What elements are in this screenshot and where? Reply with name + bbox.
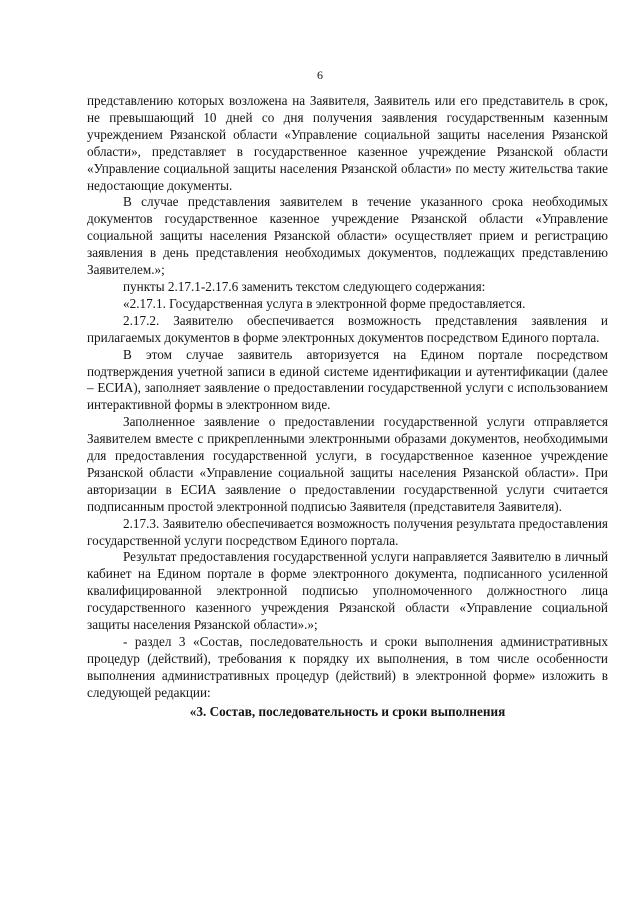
paragraph-missing-documents: представлению которых возложена на Заявителя, Заявитель или его представитель в срок, не превышающий 10 дней со дня получения заявления государственным казенным учреждением Рязанской области «Управление социальной защиты населения Рязанской области», представляет в государственное казенное учреждение Рязанской области «Управление социальной защиты населения Рязанской области» по месту жительства такие недостающие документы.	[87, 93, 608, 193]
section-heading: «3. Состав, последовательность и сроки выполнения	[189, 703, 506, 719]
paragraph-2-17-2: 2.17.2. Заявителю обеспечивается возможность представления заявления и прилагаемых документов в форме электронных документов посредством Единого портала.	[87, 312, 608, 345]
document-body	[87, 93, 608, 721]
page-number: 6	[317, 68, 323, 82]
paragraph-filled-application: Заполненное заявление о предоставлении государственной услуги отправляется Заявителем вместе с прикрепленными электронными образами документов, необходимыми для предоставления государственной услуги, в государственное казенное учреждение Рязанской области «Управление социальной защиты населения Рязанской области». При авторизации в ЕСИА заявление о предоставлении государственной услуги считается подписанным простой электронной подписью Заявителя (представителя Заявителя).	[87, 414, 608, 514]
paragraph-section-3: - раздел 3 «Состав, последовательность и сроки выполнения административных процедур (действий), требования к порядку их выполнения, в том числе особенности выполнения административных процедур (действий) в электронной форме» изложить в следующей редакции:	[87, 634, 608, 700]
paragraph-2-17-1: «2.17.1. Государственная услуга в электронной форме предоставляется.	[123, 295, 526, 311]
paragraph-esia-authorization: В этом случае заявитель авторизуется на Едином портале посредством подтверждения учетной записи в единой системе идентификации и аутентификации (далее – ЕСИА), заполняет заявление о предоставлении государственной услуги с использованием интерактивной формы в электронном виде.	[87, 346, 608, 413]
paragraph-document-acceptance: В случае представления заявителем в течение указанного срока необходимых документов государственное казенное учреждение Рязанской области «Управление социальной защиты населения Рязанской области» осуществляет прием и регистрацию заявления в день представления необходимых документов, подлежащих представлению Заявителем.»;	[87, 194, 608, 278]
paragraph-2-17-3: 2.17.3. Заявителю обеспечивается возможность получения результата предоставления государственной услуги посредством Единого портала.	[87, 515, 608, 548]
paragraph-result-delivery: Результат предоставления государственной услуги направляется Заявителю в личный кабинет на Едином портале в форме электронного документа, подписанного усиленной квалифицированной электронной подписью уполномоченного должностного лица государственного казенного учреждения Рязанской области «Управление социальной защиты населения Рязанской области».»;	[87, 549, 608, 633]
paragraph-replace-items: пункты 2.17.1-2.17.6 заменить текстом следующего содержания:	[123, 278, 486, 294]
